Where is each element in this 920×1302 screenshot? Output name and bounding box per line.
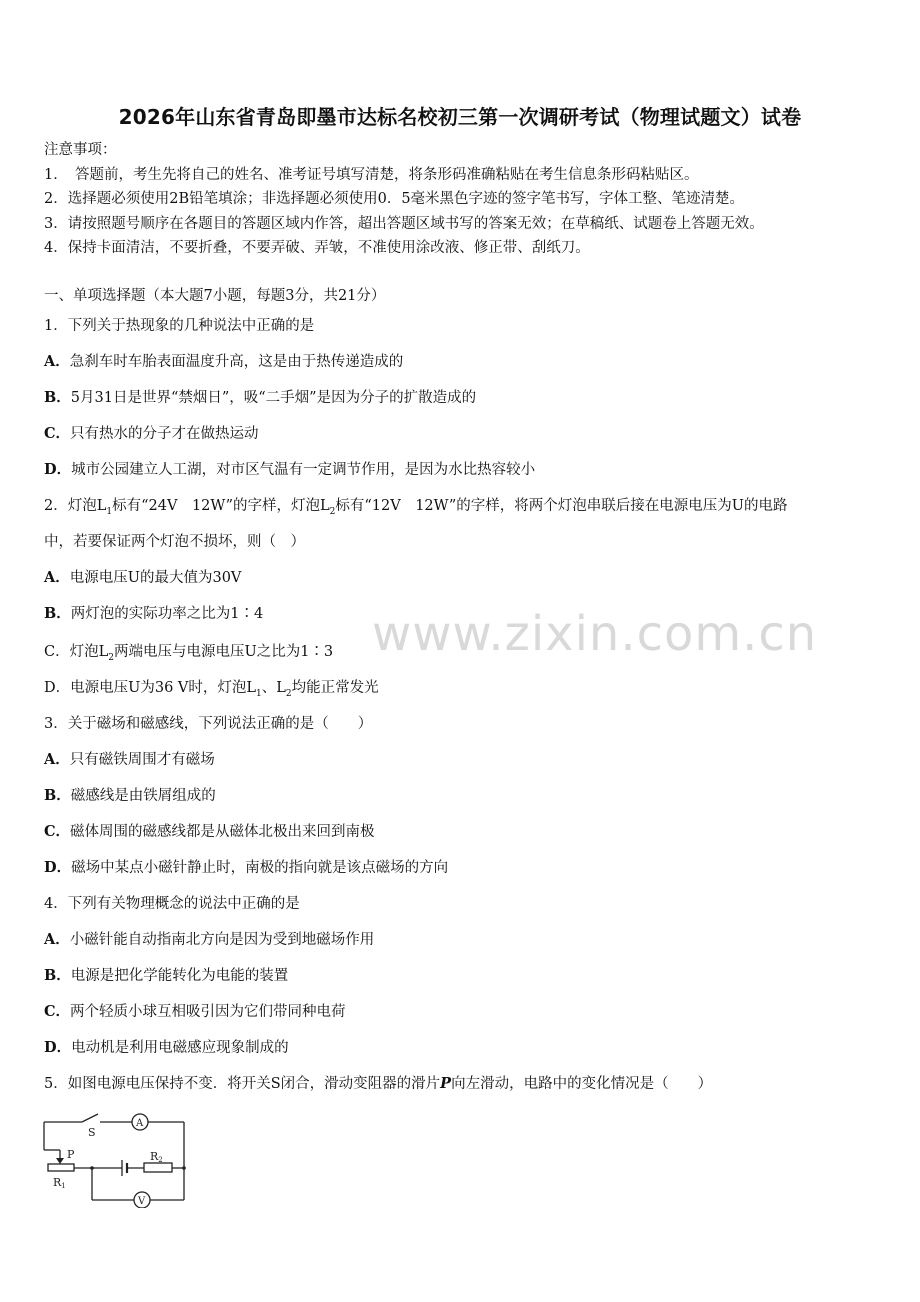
q2-stem-part-c: 标有“12V 12W”的字样，将两个灯泡串联后接在电源电压为U的电路 — [335, 498, 788, 514]
question-4-stem: 4．下列有关物理概念的说法中正确的是 — [44, 896, 300, 912]
r1-letter: R — [53, 1176, 62, 1189]
notice-item-3: 3．请按照题号顺序在各题目的答题区域内作答，超出答题区域书写的答案无效；在草稿纸、试题卷上答题无效。 — [44, 215, 764, 232]
option-letter: B． — [44, 389, 71, 406]
q5-stem-part-a: 5．如图电源电压保持不变．将开关S闭合，滑动变阻器的滑片 — [44, 1076, 441, 1092]
switch-label: S — [88, 1126, 96, 1139]
slider-arrow-icon — [56, 1158, 64, 1164]
q2-d-lamp2-letter: L — [276, 680, 286, 696]
junction-dot-icon — [182, 1166, 186, 1170]
q2-stem-part-b: 标有“24V 12W”的字样，灯泡 — [112, 498, 320, 514]
r2-sub: 2 — [158, 1156, 163, 1164]
option-letter: D． — [44, 1039, 72, 1056]
question-1-option-a: A．急刹车时车胎表面温度升高，这是由于热传递造成的 — [44, 353, 404, 370]
ammeter-label: A — [136, 1118, 144, 1129]
junction-dot-icon — [90, 1166, 94, 1170]
option-letter: A． — [44, 353, 70, 370]
page-title: 2026年山东省青岛即墨市达标名校初三第一次调研考试（物理试题文）试卷 — [118, 105, 802, 129]
voltmeter-label: V — [138, 1196, 146, 1207]
q2-d-lamp1-letter: L — [246, 680, 257, 696]
q2-c-lamp-sub: 2 — [108, 652, 114, 663]
q2-lamp-l1-letter: L — [96, 498, 107, 514]
option-letter: C． — [44, 425, 71, 442]
question-2-option-d — [44, 676, 379, 699]
resistor-r1-icon — [48, 1164, 74, 1171]
question-5-stem — [44, 1072, 712, 1093]
question-1-option-c: C．只有热水的分子才在做热运动 — [44, 425, 259, 442]
option-letter: D． — [44, 461, 72, 478]
question-4-option-c: C．两个轻质小球互相吸引因为它们带同种电荷 — [44, 1003, 346, 1020]
option-letter: B． — [44, 967, 71, 984]
q2-d-part-b: 、 — [261, 680, 277, 696]
question-2-stem — [44, 494, 787, 517]
q5-slider-p: P — [440, 1075, 452, 1092]
question-1-option-b: B．5月31日是世界“禁烟日”，吸“二手烟”是因为分子的扩散造成的 — [44, 389, 477, 406]
option-letter: A． — [44, 931, 70, 948]
question-3-option-c: C．磁体周围的磁感线都是从磁体北极出来回到南极 — [44, 823, 375, 840]
question-1-stem: 1．下列关于热现象的几种说法中正确的是 — [44, 318, 315, 334]
q2-lamp-l2 — [319, 498, 336, 517]
question-3-option-a: A．只有磁铁周围才有磁场 — [44, 751, 215, 768]
option-letter: D． — [44, 859, 72, 876]
question-3-option-b: B．磁感线是由铁屑组成的 — [44, 787, 216, 804]
r1-sub: 1 — [61, 1182, 66, 1190]
notice-item-4: 4．保持卡面清洁，不要折叠，不要弄破、弄皱，不准使用涂改液、修正带、刮纸刀。 — [44, 240, 590, 256]
question-2-option-b: B．两灯泡的实际功率之比为1∶4 — [44, 605, 264, 622]
option-letter: A． — [44, 751, 70, 768]
option-letter: C． — [44, 1003, 71, 1020]
q2-lamp-l1-sub: 1 — [106, 506, 113, 517]
q2-d-part-c: 均能正常发光 — [291, 680, 379, 696]
r2-letter: R — [150, 1150, 159, 1163]
notice-block — [44, 138, 764, 261]
slider-label: P — [67, 1148, 75, 1161]
q2-c-part-a: C．灯泡 — [44, 644, 99, 660]
q2-c-part-b: 两端电压与电源电压U之比为1∶3 — [113, 644, 334, 660]
question-1-option-d: D．城市公园建立人工湖，对市区气温有一定调节作用，是因为水比热容较小 — [44, 461, 536, 478]
q5-stem-part-b: 向左滑动，电路中的变化情况是（ ） — [451, 1076, 713, 1092]
question-3-stem: 3．关于磁场和磁感线，下列说法正确的是（ ） — [44, 716, 373, 732]
switch-blade-icon — [82, 1114, 98, 1122]
q2-d-lamp2-sub: 2 — [285, 688, 292, 699]
question-2-option-c — [44, 640, 333, 663]
option-letter: B． — [44, 605, 71, 622]
notice-heading: 注意事项： — [44, 142, 117, 158]
r2-label — [150, 1150, 163, 1164]
question-2-stem-line2: 中，若要保证两个灯泡不损坏，则（ ） — [44, 534, 305, 550]
option-letter: C． — [44, 823, 71, 840]
q2-stem-part-a: 2．灯泡 — [44, 498, 97, 514]
question-2-option-a: A．电源电压U的最大值为30V — [44, 569, 242, 586]
q2-lamp-l1 — [96, 498, 113, 517]
section-heading-1: 一、单项选择题（本大题7小题，每题3分，共21分） — [44, 288, 386, 304]
question-4-option-d: D．电动机是利用电磁感应现象制成的 — [44, 1039, 289, 1056]
q2-lamp-l2-sub: 2 — [329, 506, 336, 517]
circuit-diagram — [38, 1108, 198, 1208]
resistor-r2-icon — [144, 1163, 172, 1172]
q2-lamp-l2-letter: L — [319, 498, 330, 514]
q2-c-lamp-letter: L — [98, 644, 109, 660]
notice-item-1: 1． 答题前，考生先将自己的姓名、准考证号填写清楚，将条形码准确粘贴在考生信息条形码粘贴区。 — [44, 166, 699, 183]
question-3-option-d: D．磁场中某点小磁针静止时，南极的指向就是该点磁场的方向 — [44, 859, 449, 876]
notice-item-2: 2．选择题必须使用2B铅笔填涂；非选择题必须使用0．5毫米黑色字迹的签字笔书写，字体工整、笔迹清楚。 — [44, 191, 745, 207]
question-4-option-b: B．电源是把化学能转化为电能的装置 — [44, 967, 289, 984]
q2-d-lamp1-sub: 1 — [256, 688, 262, 699]
watermark: www.zixin.com.cn — [372, 606, 818, 662]
q2-d-part-a: D．电源电压U为36 V时，灯泡 — [44, 680, 247, 696]
option-letter: A． — [44, 569, 70, 586]
r1-label — [53, 1176, 66, 1190]
option-letter: B． — [44, 787, 71, 804]
question-4-option-a: A．小磁针能自动指南北方向是因为受到地磁场作用 — [44, 931, 375, 948]
